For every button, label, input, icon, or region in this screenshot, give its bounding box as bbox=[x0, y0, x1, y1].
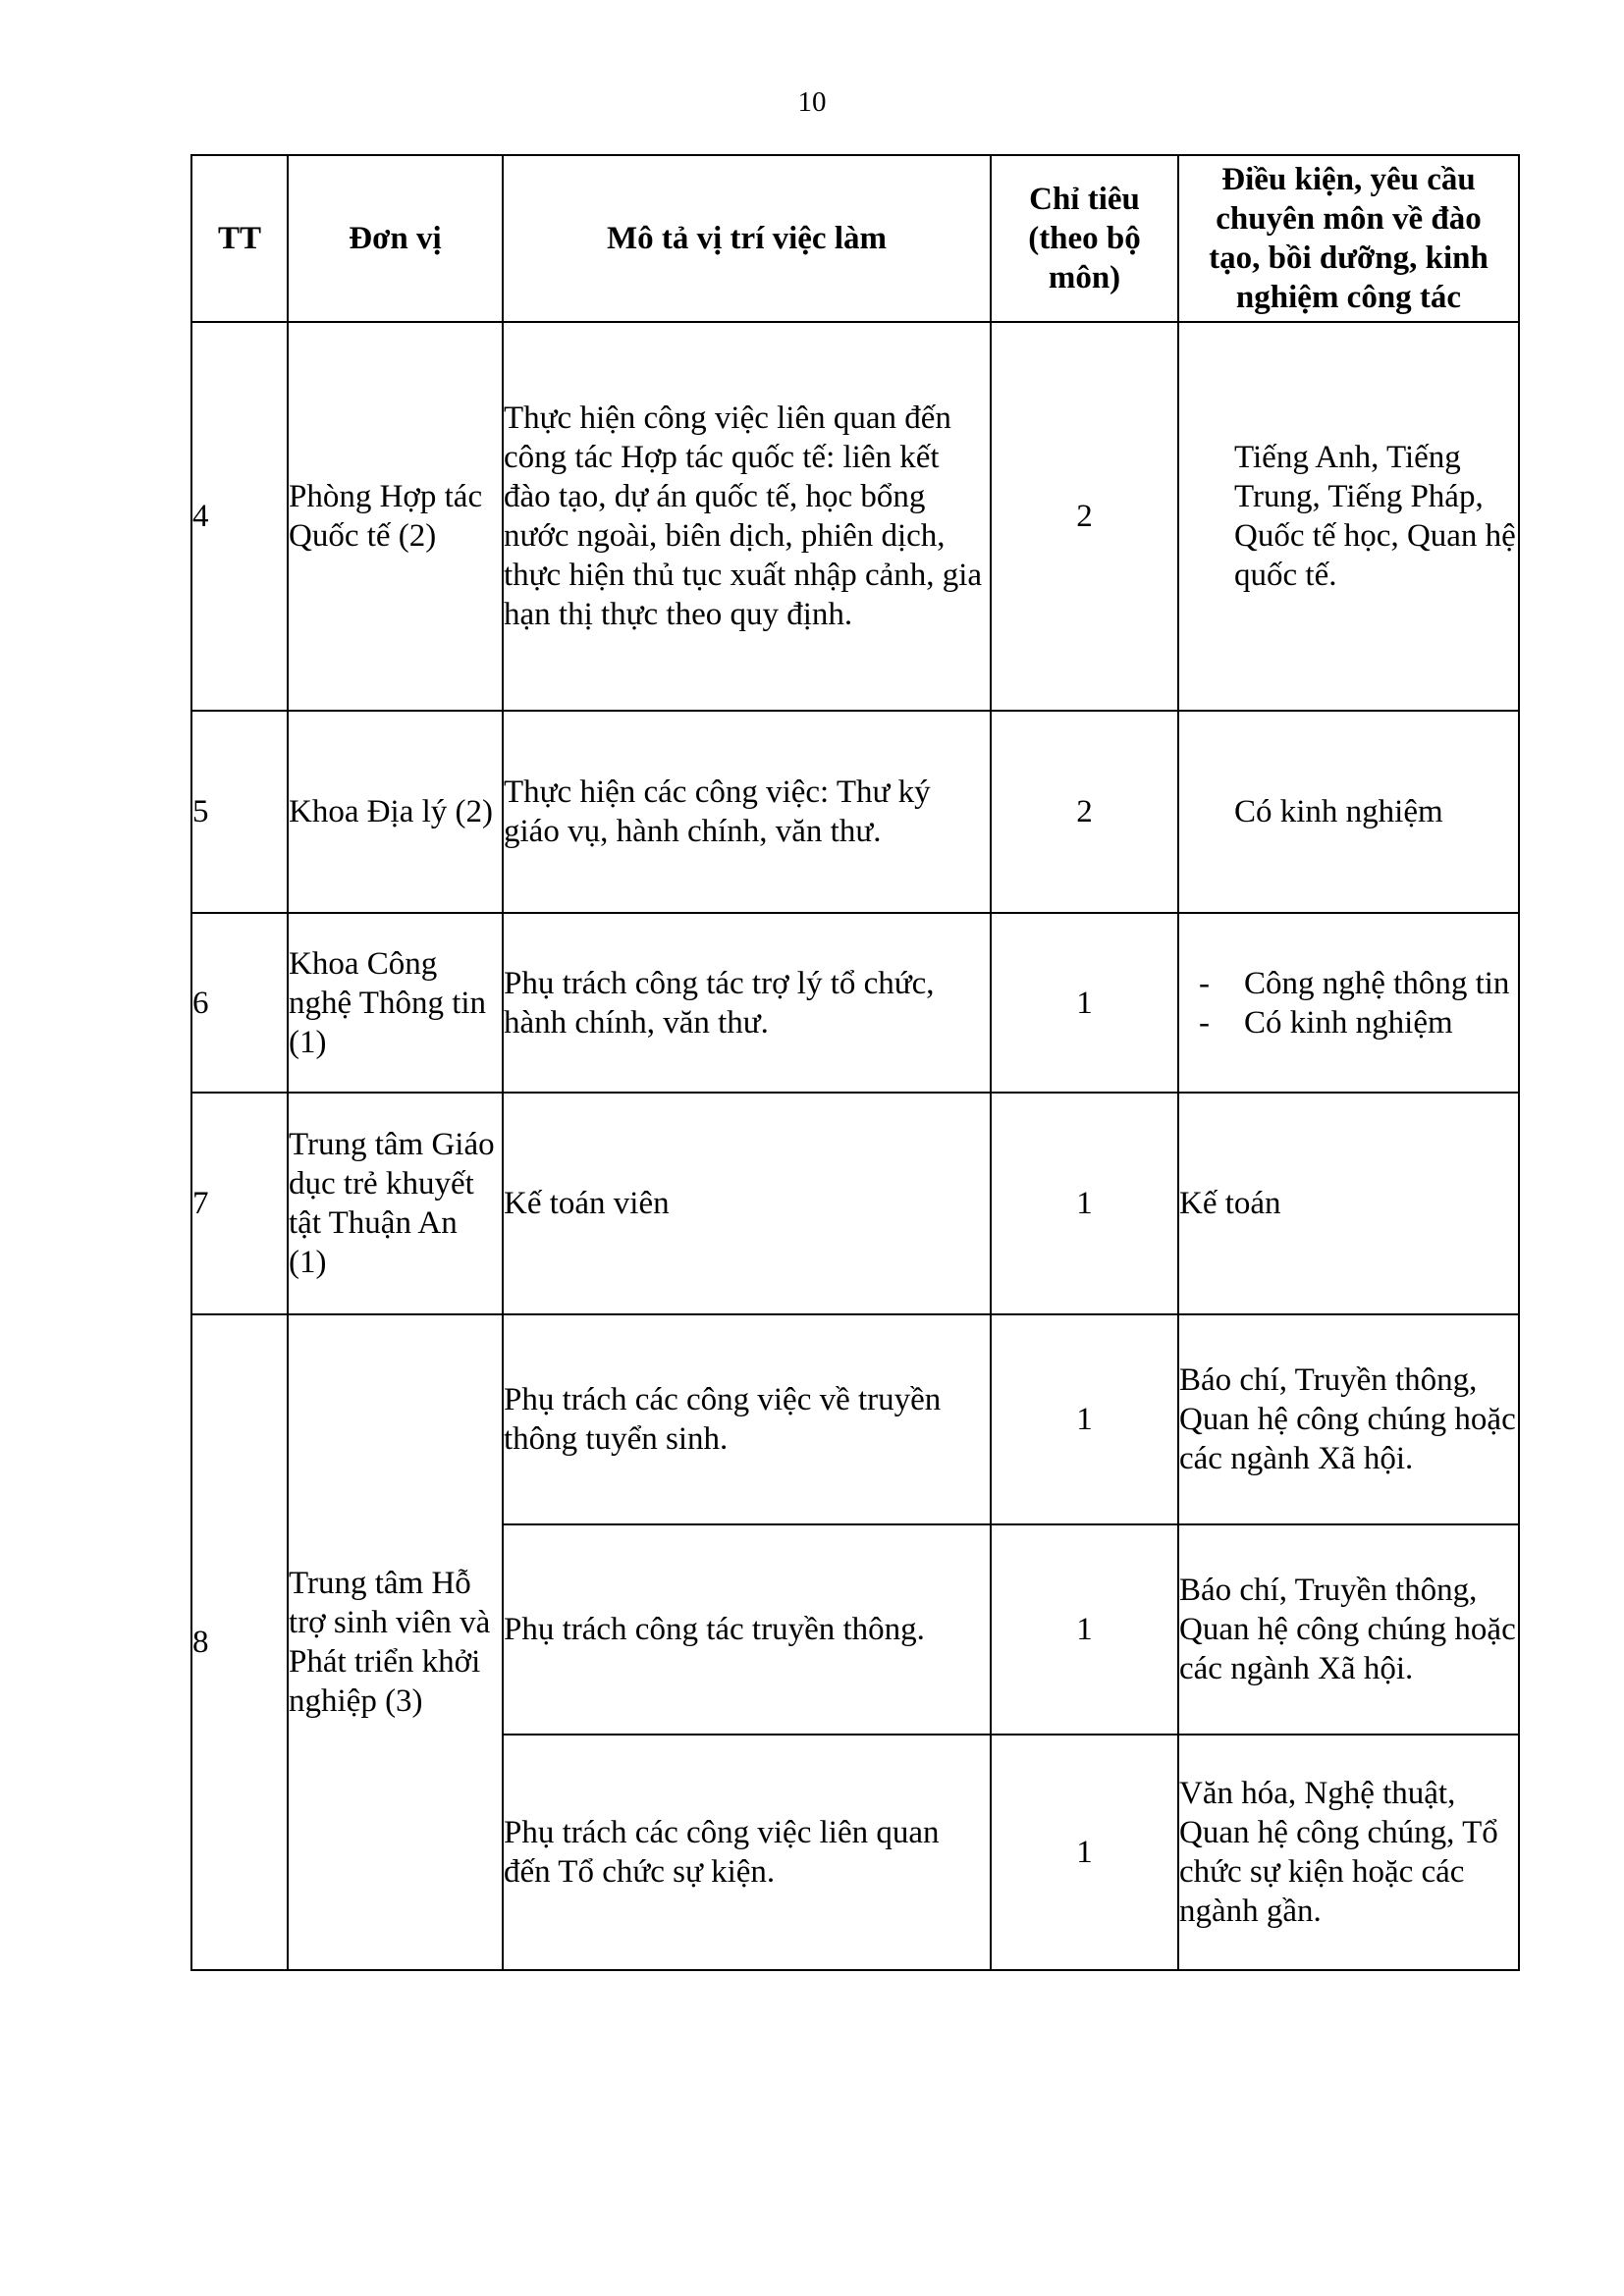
row-desc: Kế toán viên bbox=[503, 1093, 991, 1314]
position-req: Báo chí, Truyền thông, Quan hệ công chúng hoặc các ngành Xã hội. bbox=[1178, 1314, 1519, 1524]
row-unit: Khoa Địa lý (2) bbox=[288, 711, 503, 913]
table-row bbox=[191, 1314, 1519, 1524]
row-req: Kế toán bbox=[1178, 1093, 1519, 1314]
header-req: Điều kiện, yêu cầu chuyên môn về đào tạo, bồi dưỡng, kinh nghiệm công tác bbox=[1178, 155, 1519, 322]
row-quota: 2 bbox=[991, 322, 1178, 711]
job-positions-table bbox=[190, 154, 1520, 1971]
page-number: 10 bbox=[797, 86, 827, 118]
row-unit: Trung tâm Giáo dục trẻ khuyết tật Thuận An (1) bbox=[288, 1093, 503, 1314]
header-tt: TT bbox=[191, 155, 288, 322]
header-quota: Chỉ tiêu (theo bộ môn) bbox=[991, 155, 1178, 322]
row-unit: Trung tâm Hỗ trợ sinh viên và Phát triển khởi nghiệp (3) bbox=[288, 1314, 503, 1970]
row-unit: Khoa Công nghệ Thông tin (1) bbox=[288, 913, 503, 1093]
requirement-item: Có kinh nghiệm bbox=[1244, 1004, 1453, 1041]
table-header-row bbox=[191, 155, 1519, 322]
table-row bbox=[191, 711, 1519, 913]
position-quota: 1 bbox=[991, 1524, 1178, 1735]
position-desc: Phụ trách các công việc về truyền thông tuyển sinh. bbox=[503, 1314, 991, 1524]
table-row bbox=[191, 322, 1519, 711]
position-req: Báo chí, Truyền thông, Quan hệ công chúng hoặc các ngành Xã hội. bbox=[1178, 1524, 1519, 1735]
row-quota: 1 bbox=[991, 913, 1178, 1093]
position-desc: Phụ trách công tác truyền thông. bbox=[503, 1524, 991, 1735]
header-unit: Đơn vị bbox=[288, 155, 503, 322]
row-desc: Phụ trách công tác trợ lý tổ chức, hành chính, văn thư. bbox=[503, 913, 991, 1093]
row-tt: 6 bbox=[191, 913, 288, 1093]
position-quota: 1 bbox=[991, 1735, 1178, 1970]
position-req: Văn hóa, Nghệ thuật, Quan hệ công chúng, Tổ chức sự kiện hoặc các ngành gần. bbox=[1178, 1735, 1519, 1970]
table-row bbox=[191, 1093, 1519, 1314]
row-req: Có kinh nghiệm bbox=[1178, 711, 1519, 913]
position-quota: 1 bbox=[991, 1314, 1178, 1524]
row-desc: Thực hiện công việc liên quan đến công tác Hợp tác quốc tế: liên kết đào tạo, dự án quốc tế, học bổng nước ngoài, biên dịch, phiên dịch, thực hiện thủ tục xuất nhập cảnh, gia hạn thị thực theo quy định. bbox=[503, 322, 991, 711]
row-tt: 7 bbox=[191, 1093, 288, 1314]
table-row bbox=[191, 913, 1519, 1093]
row-req: Tiếng Anh, Tiếng Trung, Tiếng Pháp, Quốc tế học, Quan hệ quốc tế. bbox=[1178, 322, 1519, 711]
row-tt: 5 bbox=[191, 711, 288, 913]
position-desc: Phụ trách các công việc liên quan đến Tổ chức sự kiện. bbox=[503, 1735, 991, 1970]
bullet-dash: - bbox=[1199, 1004, 1210, 1041]
row-tt: 4 bbox=[191, 322, 288, 711]
requirement-list bbox=[1199, 964, 1518, 1042]
row-quota: 2 bbox=[991, 711, 1178, 913]
requirement-item: Công nghệ thông tin bbox=[1244, 965, 1510, 1001]
list-item bbox=[1191, 964, 1518, 1003]
row-quota: 1 bbox=[991, 1093, 1178, 1314]
row-tt: 8 bbox=[191, 1314, 288, 1970]
header-desc: Mô tả vị trí việc làm bbox=[503, 155, 991, 322]
bullet-dash: - bbox=[1199, 965, 1210, 1001]
list-item bbox=[1191, 1003, 1518, 1042]
row-unit: Phòng Hợp tác Quốc tế (2) bbox=[288, 322, 503, 711]
row-req-list-cell bbox=[1178, 913, 1519, 1093]
row-desc: Thực hiện các công việc: Thư ký giáo vụ, hành chính, văn thư. bbox=[503, 711, 991, 913]
